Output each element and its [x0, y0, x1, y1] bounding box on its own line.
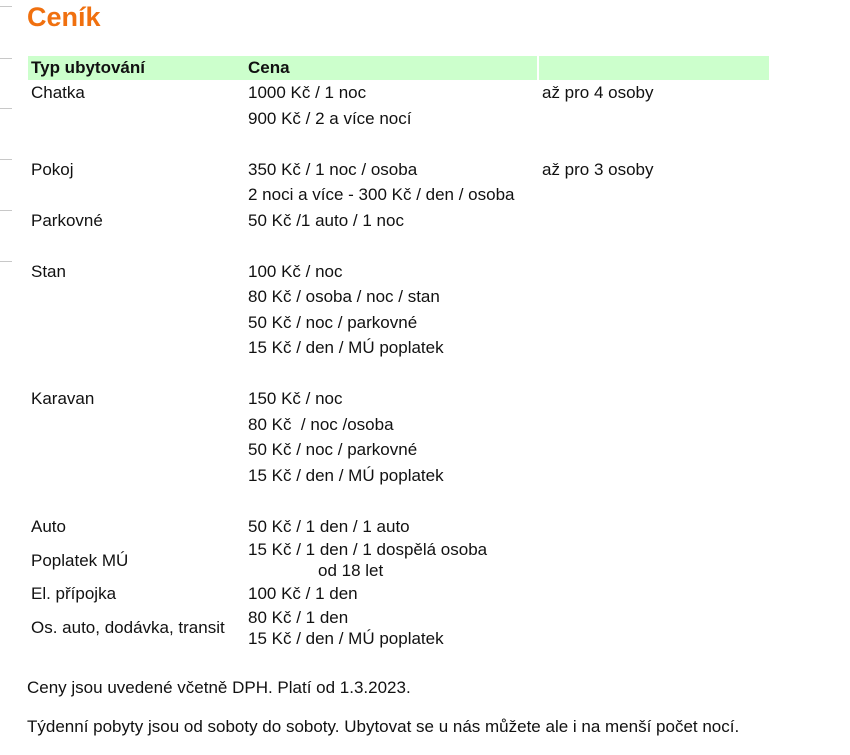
price-cell: 80 Kč / osoba / noc / stan [248, 287, 440, 306]
table-row [28, 182, 769, 208]
row-label-chatka: Chatka [31, 83, 85, 102]
row-label-pokoj: Pokoj [31, 159, 74, 179]
margin-mark [0, 210, 12, 211]
table-row [28, 607, 769, 649]
table-row [28, 514, 769, 540]
note-cell: až pro 3 osoby [542, 159, 654, 179]
table-row [28, 157, 769, 183]
margin-mark [0, 108, 12, 109]
row-label-pripojka: El. přípojka [31, 584, 117, 603]
spacer-row [28, 488, 769, 514]
table-row [28, 80, 769, 106]
price-cell: 100 Kč / noc [248, 261, 343, 281]
table-row [28, 310, 769, 336]
price-cell: 50 Kč / noc / parkovné [248, 312, 418, 332]
price-cell: 2 noci a více - 300 Kč / den / osoba [248, 185, 515, 204]
row-label-parkovne: Parkovné [31, 210, 103, 230]
vat-note: Ceny jsou uvedené včetně DPH. Platí od 1.3.2023. [27, 678, 411, 697]
margin-mark [0, 261, 12, 262]
margin-mark [0, 159, 12, 160]
table-header-row [28, 56, 769, 80]
price-line: od 18 let [318, 561, 384, 580]
weekly-note: Týdenní pobyty jsou od soboty do soboty. Ubytovat se u nás můžete ale i na menší počet nocí. [27, 717, 740, 736]
price-cell: 900 Kč / 2 a více nocí [248, 108, 412, 128]
price-cell: 1000 Kč / 1 noc [248, 83, 367, 102]
row-label-osauto: Os. auto, dodávka, transit [31, 618, 225, 637]
header-note [539, 56, 769, 80]
table-row [28, 437, 769, 463]
table-row [28, 581, 769, 607]
table-row [28, 106, 769, 132]
price-cell: 50 Kč /1 auto / 1 noc [248, 210, 404, 230]
table-row [28, 386, 769, 412]
header-type: Typ ubytování [28, 56, 245, 80]
price-cell: 100 Kč / 1 den [248, 584, 358, 603]
price-cell: 50 Kč / 1 den / 1 auto [248, 516, 410, 536]
price-cell: 80 Kč / noc /osoba [248, 414, 394, 434]
price-cell: 150 Kč / noc [248, 389, 343, 408]
table-row [28, 284, 769, 310]
table-row [28, 412, 769, 438]
price-cell: 15 Kč / den / MÚ poplatek [248, 465, 444, 485]
margin-mark [0, 6, 12, 7]
price-cell [245, 607, 537, 649]
price-cell: 15 Kč / den / MÚ poplatek [248, 338, 444, 357]
row-label-poplatek: Poplatek MÚ [31, 550, 129, 570]
spacer-row [28, 361, 769, 387]
price-cell [245, 539, 537, 581]
table-row [28, 208, 769, 234]
row-label-stan: Stan [31, 261, 66, 281]
spacer-row [28, 233, 769, 259]
page-title: Ceník [27, 2, 101, 32]
price-cell: 50 Kč / noc / parkovné [248, 440, 418, 459]
spacer-row [28, 131, 769, 157]
table-row [28, 463, 769, 489]
price-line: 80 Kč / 1 den [248, 607, 349, 627]
table-row [28, 259, 769, 285]
price-line: 15 Kč / 1 den / 1 dospělá osoba [248, 540, 488, 559]
price-table [28, 56, 769, 649]
price-cell: 350 Kč / 1 noc / osoba [248, 159, 418, 179]
margin-mark [0, 58, 12, 59]
price-line: 15 Kč / den / MÚ poplatek [248, 628, 444, 648]
table-row [28, 539, 769, 581]
row-label-karavan: Karavan [31, 389, 95, 408]
row-label-auto: Auto [31, 516, 66, 536]
header-price: Cena [245, 56, 537, 80]
table-row [28, 335, 769, 361]
note-cell: až pro 4 osoby [542, 83, 654, 102]
